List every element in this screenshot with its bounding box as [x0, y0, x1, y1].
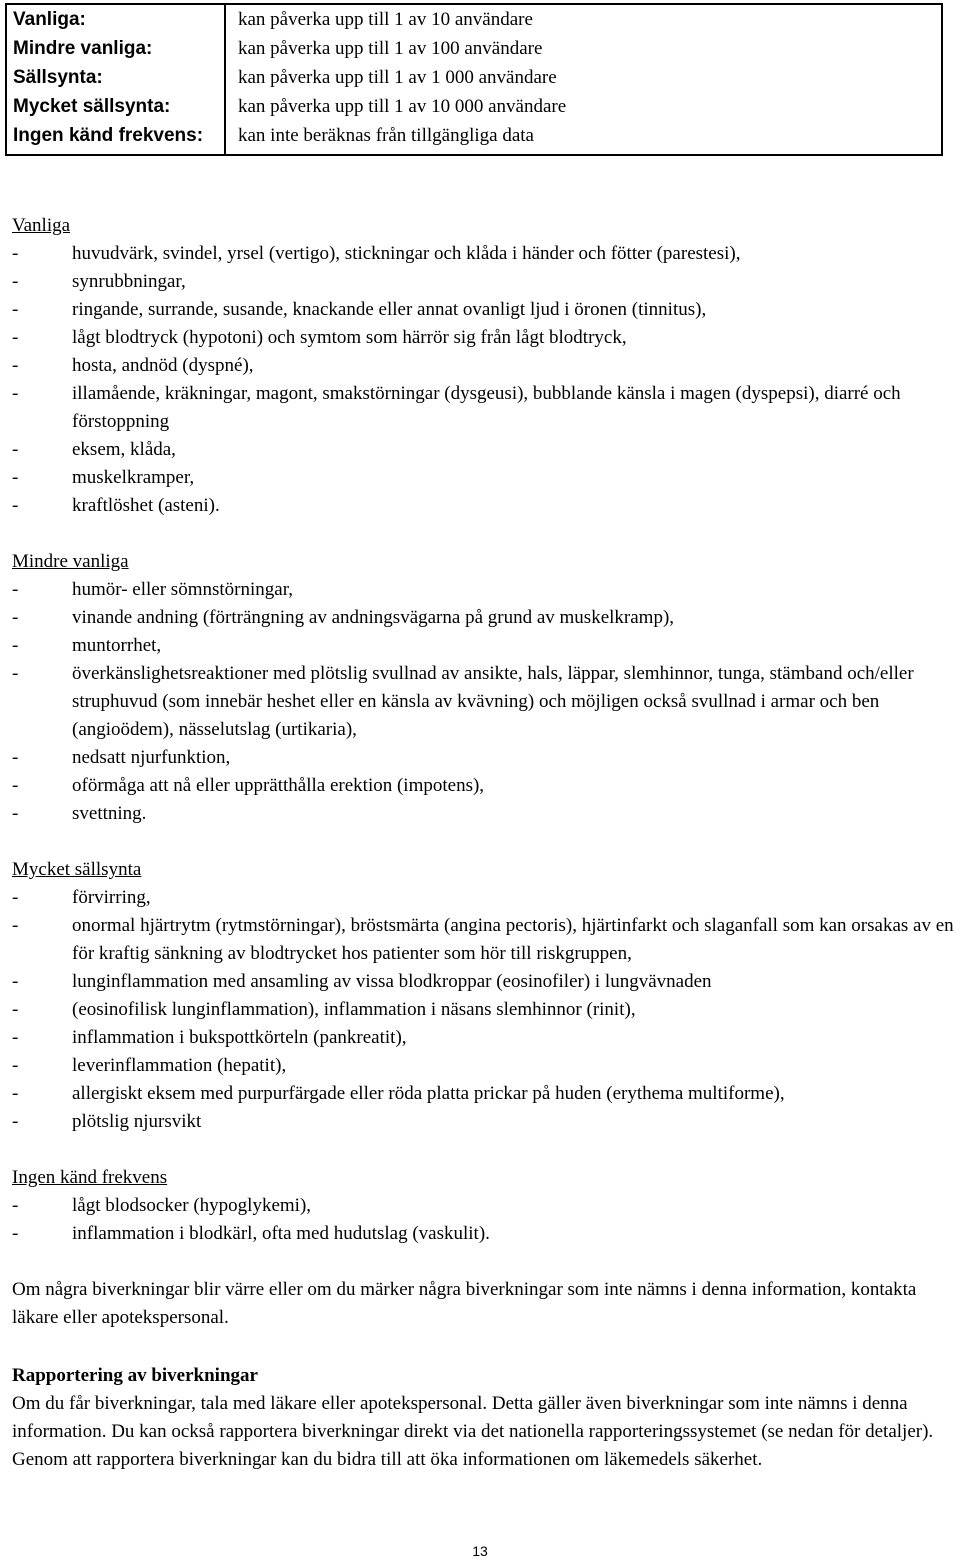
list-item-text: oförmåga att nå eller upprätthålla erektion (impotens),	[72, 775, 485, 796]
section-heading: Mindre vanliga	[12, 551, 129, 572]
bullet-dash: -	[12, 663, 19, 684]
list-item-text: muntorrhet,	[72, 635, 162, 656]
list-item-text: synrubbningar,	[72, 271, 186, 292]
list-item-text: inflammation i bukspottkörteln (pankreatit),	[72, 1027, 407, 1048]
list-item-text: överkänslighetsreaktioner med plötslig svullnad av ansikte, hals, läppar, slemhinnor, tunga, stämband och/eller struphuvud (som innebär heshet eller en känsla av kvävning) och möjligen också svullnad i armar och ben (angioödem), nässelutslag (urtikaria),	[72, 663, 914, 740]
bullet-dash: -	[12, 1027, 19, 1048]
bullet-dash: -	[12, 1083, 19, 1104]
section-heading: Vanliga	[12, 215, 71, 236]
list-item-text: muskelkramper,	[72, 467, 195, 488]
list-item-text: nedsatt njurfunktion,	[72, 747, 231, 768]
bullet-dash: -	[12, 887, 19, 908]
list-item	[12, 436, 958, 464]
list-item	[12, 660, 958, 744]
frequency-term: Mycket sällsynta:	[6, 92, 225, 121]
side-effect-list	[12, 1192, 958, 1248]
list-item-text: illamående, kräkningar, magont, smakstörningar (dysgeusi), bubblande känsla i magen (dyspepsi), diarré och förstoppning	[72, 383, 901, 432]
bullet-dash: -	[12, 607, 19, 628]
bullet-dash: -	[12, 439, 19, 460]
bullet-dash: -	[12, 1055, 19, 1076]
list-item-text: ringande, surrande, susande, knackande eller annat ovanligt ljud i öronen (tinnitus),	[72, 299, 707, 320]
side-effect-list	[12, 576, 958, 828]
list-item	[12, 1192, 958, 1220]
list-item-text: allergiskt eksem med purpurfärgade eller röda platta prickar på huden (erythema multiforme),	[72, 1083, 785, 1104]
side-effect-section	[12, 856, 958, 1136]
bullet-dash: -	[12, 1223, 19, 1244]
frequency-term: Ingen känd frekvens:	[6, 121, 225, 155]
frequency-term: Mindre vanliga:	[6, 34, 225, 63]
list-item	[12, 380, 958, 436]
list-item-text: (eosinofilisk lunginflammation), inflammation i näsans slemhinnor (rinit),	[72, 999, 636, 1020]
side-effect-section	[12, 1164, 958, 1248]
bullet-dash: -	[12, 1111, 19, 1132]
list-item	[12, 1220, 958, 1248]
side-effect-section	[12, 548, 958, 828]
section-heading: Mycket sällsynta	[12, 859, 142, 880]
list-item-text: humör- eller sömnstörningar,	[72, 579, 294, 600]
list-item	[12, 1024, 958, 1052]
side-effects-content	[12, 212, 958, 1474]
list-item	[12, 884, 958, 912]
list-item	[12, 1108, 958, 1136]
list-item-text: förvirring,	[72, 887, 151, 908]
list-item-text: eksem, klåda,	[72, 439, 176, 460]
list-item	[12, 968, 958, 996]
bullet-dash: -	[12, 579, 19, 600]
bullet-dash: -	[12, 299, 19, 320]
list-item	[12, 744, 958, 772]
frequency-description: kan påverka upp till 1 av 10 000 användare	[238, 96, 567, 117]
list-item	[12, 576, 958, 604]
bullet-dash: -	[12, 999, 19, 1020]
frequency-description: kan inte beräknas från tillgängliga data	[238, 125, 534, 146]
list-item-text: huvudvärk, svindel, yrsel (vertigo), stickningar och klåda i händer och fötter (parestesi),	[72, 243, 741, 264]
side-effect-section	[12, 212, 958, 520]
list-item-text: kraftlöshet (asteni).	[72, 495, 220, 516]
list-item	[12, 268, 958, 296]
list-item	[12, 912, 958, 968]
frequency-description: kan påverka upp till 1 av 10 användare	[238, 9, 533, 30]
list-item	[12, 632, 958, 660]
bullet-dash: -	[12, 803, 19, 824]
reporting-heading: Rapportering av biverkningar	[12, 1365, 258, 1386]
closing-paragraph: Om några biverkningar blir värre eller om du märker några biverkningar som inte nämns i denna information, kontakta läkare eller apotekspersonal.	[12, 1279, 917, 1328]
frequency-description: kan påverka upp till 1 av 1 000 användare	[238, 67, 557, 88]
list-item-text: vinande andning (förträngning av andningsvägarna på grund av muskelkramp),	[72, 607, 675, 628]
list-item-text: lågt blodtryck (hypotoni) och symtom som härrör sig från lågt blodtryck,	[72, 327, 627, 348]
frequency-table	[5, 3, 943, 156]
reporting-paragraph: Om du får biverkningar, tala med läkare eller apotekspersonal. Detta gäller även biverkningar som inte nämns i denna information. Du kan också rapportera biverkningar direkt via det nationella rapporteringssystemet (se nedan för detaljer). Genom att rapportera biverkningar kan du bidra till att öka informationen om läkemedels säkerhet.	[12, 1393, 934, 1470]
list-item	[12, 324, 958, 352]
frequency-row	[6, 121, 942, 155]
frequency-row	[6, 63, 942, 92]
bullet-dash: -	[12, 383, 19, 404]
page-number: 13	[472, 1543, 488, 1559]
frequency-term: Sällsynta:	[6, 63, 225, 92]
frequency-row	[6, 92, 942, 121]
list-item-text: plötslig njursvikt	[72, 1111, 202, 1132]
list-item-text: svettning.	[72, 803, 147, 824]
list-item	[12, 604, 958, 632]
list-item	[12, 464, 958, 492]
list-item	[12, 996, 958, 1024]
section-heading: Ingen känd frekvens	[12, 1167, 168, 1188]
frequency-row	[6, 4, 942, 34]
list-item-text: leverinflammation (hepatit),	[72, 1055, 287, 1076]
bullet-dash: -	[12, 915, 19, 936]
bullet-dash: -	[12, 243, 19, 264]
bullet-dash: -	[12, 271, 19, 292]
list-item	[12, 800, 958, 828]
bullet-dash: -	[12, 327, 19, 348]
side-effect-list	[12, 884, 958, 1136]
list-item	[12, 772, 958, 800]
list-item	[12, 240, 958, 268]
list-item	[12, 296, 958, 324]
frequency-term: Vanliga:	[6, 4, 225, 34]
list-item	[12, 1052, 958, 1080]
bullet-dash: -	[12, 467, 19, 488]
list-item-text: onormal hjärtrytm (rytmstörningar), bröstsmärta (angina pectoris), hjärtinfarkt och slaganfall som kan orsakas av en för kraftig sänkning av blodtrycket hos patienter som hör till riskgruppen,	[72, 915, 954, 964]
list-item-text: hosta, andnöd (dyspné),	[72, 355, 254, 376]
list-item-text: lunginflammation med ansamling av vissa blodkroppar (eosinofiler) i lungvävnaden	[72, 971, 712, 992]
bullet-dash: -	[12, 355, 19, 376]
list-item	[12, 1080, 958, 1108]
bullet-dash: -	[12, 775, 19, 796]
list-item	[12, 492, 958, 520]
bullet-dash: -	[12, 635, 19, 656]
side-effect-list	[12, 240, 958, 520]
list-item-text: lågt blodsocker (hypoglykemi),	[72, 1195, 312, 1216]
bullet-dash: -	[12, 747, 19, 768]
frequency-description: kan påverka upp till 1 av 100 användare	[238, 38, 543, 59]
list-item-text: inflammation i blodkärl, ofta med hudutslag (vaskulit).	[72, 1223, 490, 1244]
bullet-dash: -	[12, 495, 19, 516]
frequency-row	[6, 34, 942, 63]
bullet-dash: -	[12, 971, 19, 992]
list-item	[12, 352, 958, 380]
bullet-dash: -	[12, 1195, 19, 1216]
